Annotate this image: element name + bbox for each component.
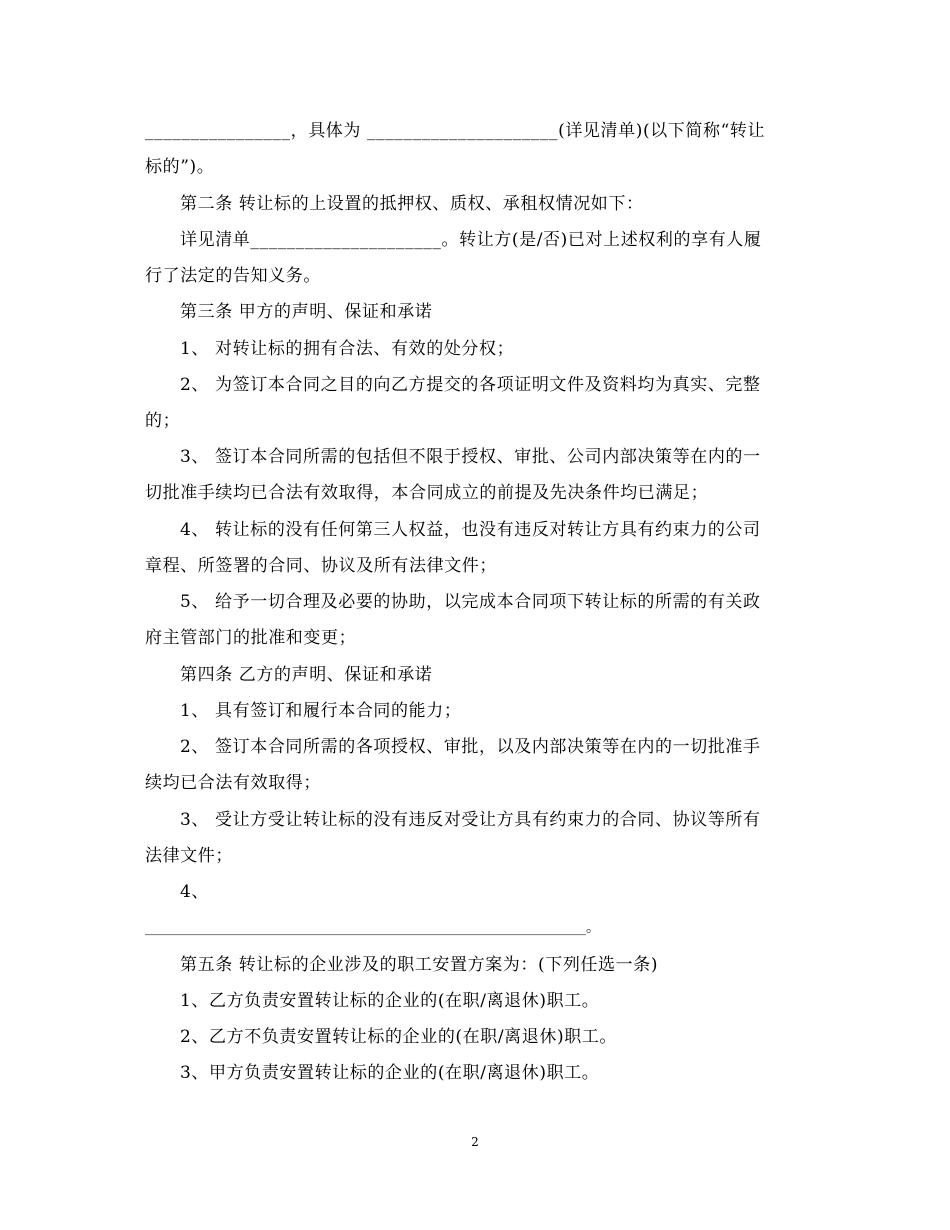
text-line: 切批准手续均已合法有效取得，本合同成立的前提及先决条件均已满足； [145, 483, 709, 503]
list-item: 2、乙方不负责安置转让标的企业的(在职/离退休)职工。 [180, 1027, 618, 1047]
list-item: 1、 具有签订和履行本合同的能力； [180, 701, 462, 721]
section-heading: 第五条 转让标的企业涉及的职工安置方案为：(下列任选一条) [180, 955, 659, 975]
list-item: 1、乙方负责安置转让标的企业的(在职/离退休)职工。 [180, 991, 600, 1011]
text-line: 续均已合法有效取得； [145, 773, 321, 793]
list-item: 3、 签订本合同所需的包括但不限于授权、审批、公司内部决策等在内的一 [180, 447, 761, 467]
text-line: 详见清单_____________________。转让方(是/否)已对上述权利的享有人履 [180, 230, 762, 250]
section-heading: 第三条 甲方的声明、保证和承诺 [180, 302, 433, 322]
list-item: 2、 签订本合同所需的各项授权、审批，以及内部决策等在内的一切批准手 [180, 737, 761, 757]
text-line: 法律文件； [145, 846, 233, 866]
list-item: 2、 为签订本合同之目的向乙方提交的各项证明文件及资料均为真实、完整 [180, 375, 761, 395]
text-line: 的； [145, 411, 181, 431]
section-heading: 第二条 转让标的上设置的抵押权、质权、承租权情况如下： [180, 194, 644, 214]
text-line: 府主管部门的批准和变更； [145, 628, 357, 648]
list-item: 5、 给予一切合理及必要的协助，以完成本合同项下转让标的所需的有关政 [180, 592, 761, 612]
text-line: 行了法定的告知义务。 [145, 266, 321, 286]
list-item: 3、 受让方受让转让标的没有违反对受让方具有约束力的合同、协议等所有 [180, 810, 761, 830]
section-heading: 第四条 乙方的声明、保证和承诺 [180, 665, 433, 685]
list-item: 1、 对转让标的拥有合法、有效的处分权； [180, 339, 515, 359]
text-line: 标的”)。 [145, 157, 215, 177]
list-item: 4、 [180, 882, 210, 902]
page-number: 2 [471, 1135, 479, 1149]
list-item: 4、 转让标的没有任何第三人权益，也没有违反对转让方具有约束力的公司 [180, 520, 761, 540]
list-item: 3、甲方负责安置转让标的企业的(在职/离退休)职工。 [180, 1063, 600, 1083]
text-line: ________________，具体为 _____________________(详见清单)(以下简称“转让 [145, 121, 766, 141]
text-line: 章程、所签署的合同、协议及所有法律文件； [145, 556, 497, 576]
fill-in-blank-line: _______________________________________________________________。 [145, 920, 600, 936]
